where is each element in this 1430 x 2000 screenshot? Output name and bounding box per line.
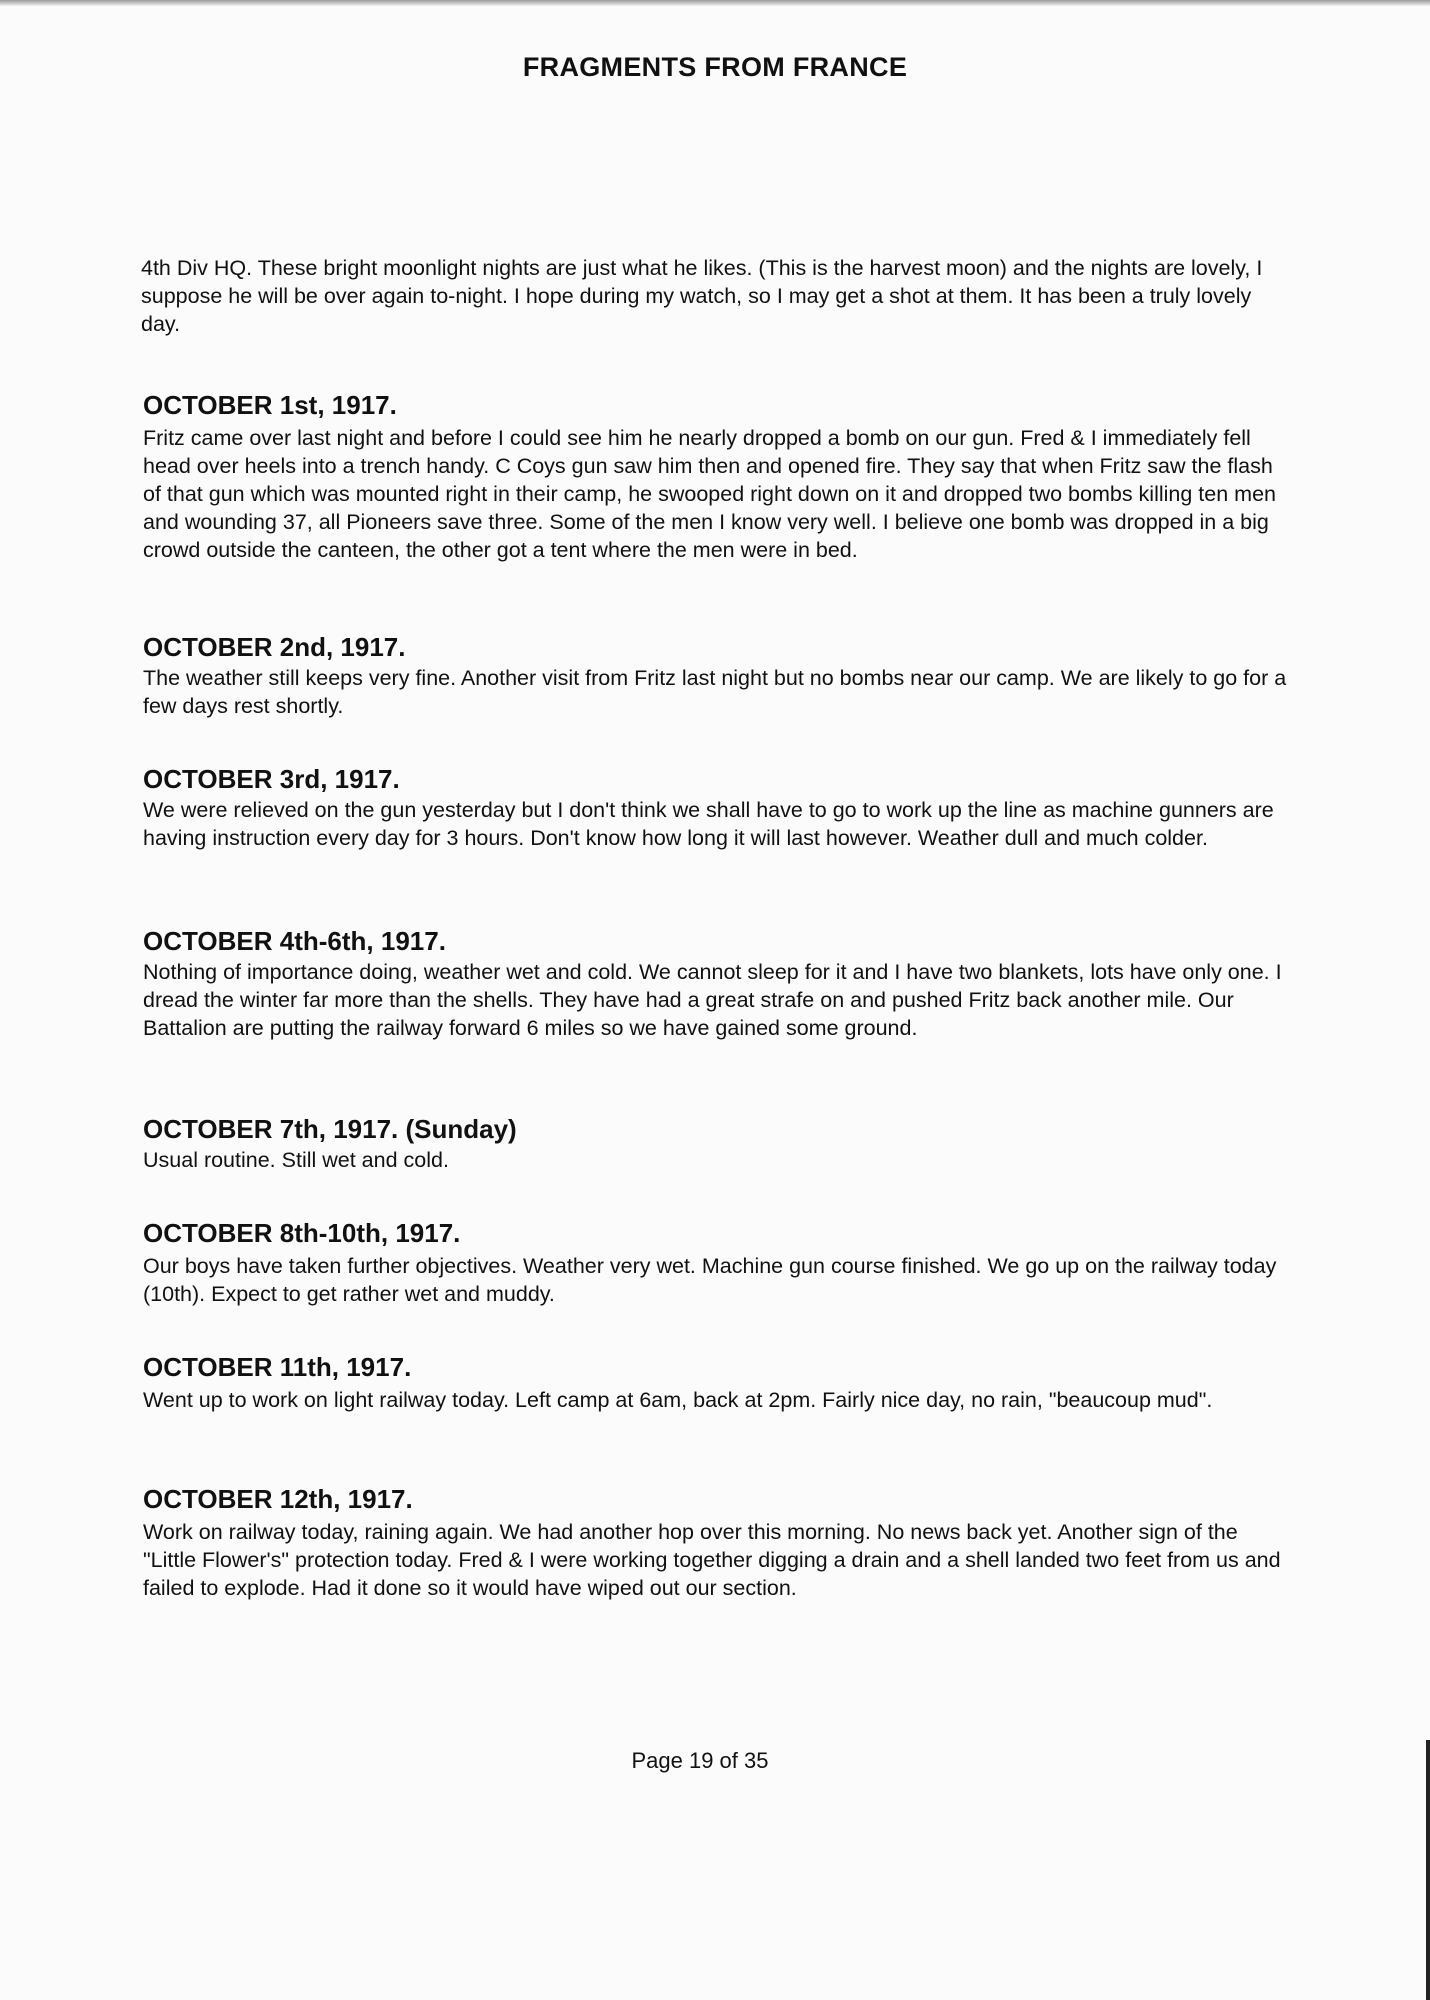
entry-text: We were relieved on the gun yesterday but I don't think we shall have to go to work up the line as machine gunners are having instruction every day for 3 hours. Don't know how long it will last however. Weather dull and much colder.	[143, 798, 1274, 850]
entry-text: Work on railway today, raining again. We had another hop over this morning. No news back yet. Another sign of the "Little Flower's" protection today. Fred & I were working together digging a drain and a shell landed two feet from us and failed to explode. Had it done so it would have wiped out our section.	[143, 1520, 1281, 1600]
entry-title: OCTOBER 1st, 1917.	[143, 390, 397, 420]
entry-text: Our boys have taken further objectives. Weather very wet. Machine gun course finished. We go up on the railway today (10th). Expect to get rather wet and muddy.	[143, 1254, 1277, 1306]
entry-title: OCTOBER 2nd, 1917.	[143, 632, 406, 662]
entry-title: OCTOBER 3rd, 1917.	[143, 764, 400, 794]
entry-title: OCTOBER 8th-10th, 1917.	[143, 1218, 461, 1248]
entry-text: Usual routine. Still wet and cold.	[143, 1148, 449, 1172]
entry-text: Went up to work on light railway today. Left camp at 6am, back at 2pm. Fairly nice day, no rain, "beaucoup mud".	[143, 1388, 1213, 1412]
document-title: FRAGMENTS FROM FRANCE	[522, 52, 908, 82]
page-number: Page 19 of 35	[631, 1748, 769, 1773]
scan-edge-top	[0, 0, 1430, 6]
entry-title: OCTOBER 12th, 1917.	[143, 1484, 413, 1514]
entry-title: OCTOBER 7th, 1917. (Sunday)	[143, 1114, 517, 1144]
entry-text: Fritz came over last night and before I could see him he nearly dropped a bomb on our gun. Fred & I immediately fell head over heels into a trench handy. C Coys gun saw him then and opened fire. They say that when Fritz saw the flash of that gun which was mounted right in their camp, he swooped right down on it and dropped two bombs killing ten men and wounding 37, all Pioneers save three. Some of the men I know very well. I believe one bomb was dropped in a big crowd outside the canteen, the other got a tent where the men were in bed.	[143, 426, 1276, 562]
entry-title: OCTOBER 11th, 1917.	[143, 1352, 412, 1382]
entry-text: The weather still keeps very fine. Another visit from Fritz last night but no bombs near our camp. We are likely to go for a few days rest shortly.	[143, 666, 1287, 718]
intro-paragraph: 4th Div HQ. These bright moonlight nights are just what he likes. (This is the harvest moon) and the nights are lovely, I suppose he will be over again to-night. I hope during my watch, so I may get a shot at them. It has been a truly lovely day.	[141, 256, 1263, 336]
entry-text: Nothing of importance doing, weather wet and cold. We cannot sleep for it and I have two blankets, lots have only one. I dread the winter far more than the shells. They have had a great strafe on and pushed Fritz back another mile. Our Battalion are putting the railway forward 6 miles so we have gained some ground.	[143, 960, 1282, 1040]
scan-edge-right	[1426, 1740, 1430, 2000]
entry-title: OCTOBER 4th-6th, 1917.	[143, 926, 446, 956]
